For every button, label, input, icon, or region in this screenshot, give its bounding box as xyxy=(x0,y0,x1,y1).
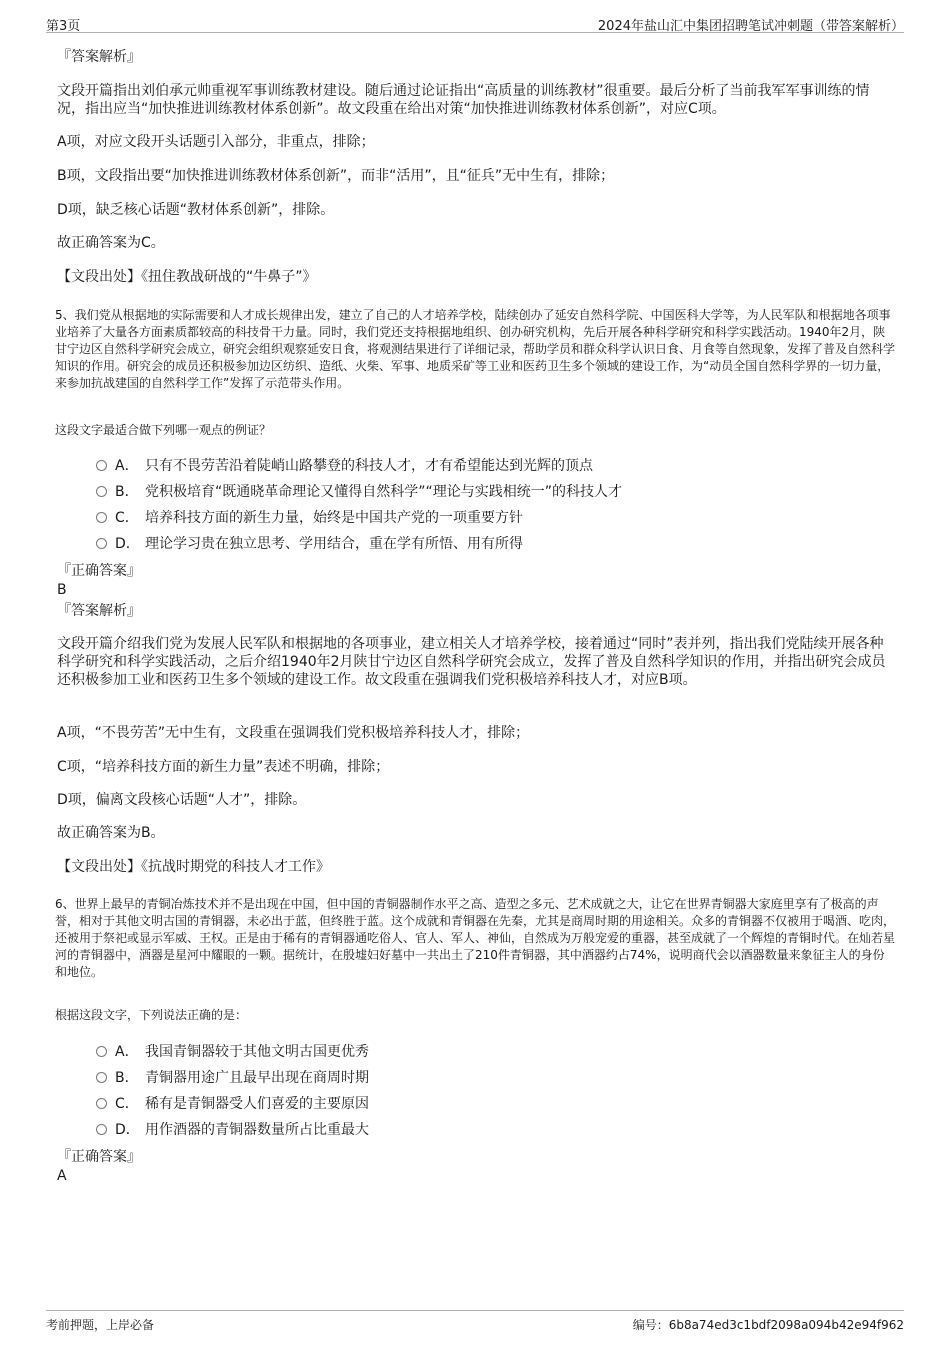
q5-question: 这段文字最适合做下列哪一观点的例证？ xyxy=(55,423,272,437)
q4-analysis-label: 『答案解析』 xyxy=(57,49,141,65)
radio-icon[interactable] xyxy=(96,1046,107,1057)
q5-answer: B xyxy=(57,582,67,598)
q5-note-d: D项，偏离文段核心话题“人才”，排除。 xyxy=(57,792,307,808)
footer-slogan: 考前押题，上岸必备 xyxy=(46,1318,155,1332)
q4-analysis-text: 文段开篇指出刘伯承元帅重视军事训练教材建设。随后通过论证指出“高质量的训练教材”很重要。最后分析了当前我军军事训练的情况，指出应当“加快推进训练教材体系创新”。故文段重在给出对策“加快推进训练教材体系创新”，对应C项。 xyxy=(57,83,870,117)
q5-option-b[interactable]: B． 党积极培育“既通晓革命理论又懂得自然科学”“理论与实践相统一”的科技人才 xyxy=(96,483,622,501)
q4-conclusion: 故正确答案为C。 xyxy=(57,235,165,251)
q6-question: 根据这段文字，下列说法正确的是： xyxy=(55,1008,248,1022)
q5-note-a: A项，“不畏劳苦”无中生有，文段重在强调我们党积极培养科技人才，排除； xyxy=(57,725,530,741)
q6-passage: 6、世界上最早的青铜冶炼技术并不是出现在中国，但中国的青铜器制作水平之高、造型之多元、艺术成就之大，让它在世界青铜器大家庭里享有了极高的声誉，相对于其他文明古国的青铜器，未必出于蓝，但终胜于蓝。这个成就和青铜器在先秦，尤其是商周时期的用途相关。众多的青铜器不仅被用于喝酒、吃肉，还被用于祭祀或显示军威、王权。正是由于稀有的青铜器通吃俗人、官人、军人、神仙，自然成为万般宠爱的重器，甚至成就了一个辉煌的青铜时代。在灿若星河的青铜器中，酒器是星河中耀眼的一颗。据统计，在殷墟妇好墓中一共出土了210件青铜器，其中酒器约占74%，说明商代会以酒器数量来象征主人的身份和地位。 xyxy=(55,897,896,979)
q6-option-b[interactable]: B． 青铜器用途广且最早出现在商周时期 xyxy=(96,1069,369,1087)
radio-icon[interactable] xyxy=(96,1098,107,1109)
radio-icon[interactable] xyxy=(96,1072,107,1083)
q5-answer-label: 『正确答案』 xyxy=(57,563,141,579)
q5-note-c: C项，“培养科技方面的新生力量”表述不明确，排除； xyxy=(57,759,390,775)
page-header xyxy=(46,12,904,33)
radio-icon[interactable] xyxy=(96,512,107,523)
radio-icon[interactable] xyxy=(96,460,107,471)
q4-note-a: A项，对应文段开头话题引入部分，非重点，排除； xyxy=(57,134,375,150)
radio-icon[interactable] xyxy=(96,486,107,497)
document-title: 2024年盐山汇中集团招聘笔试冲刺题（带答案解析） xyxy=(597,19,904,34)
q5-option-c[interactable]: C． 培养科技方面的新生力量，始终是中国共产党的一项重要方针 xyxy=(96,509,523,527)
q4-note-d: D项，缺乏核心话题“教材体系创新”，排除。 xyxy=(57,202,335,218)
q6-option-a[interactable]: A． 我国青铜器较于其他文明古国更优秀 xyxy=(96,1043,369,1061)
q5-option-d[interactable]: D． 理论学习贵在独立思考、学用结合，重在学有所悟、用有所得 xyxy=(96,535,523,553)
q6-option-c[interactable]: C． 稀有是青铜器受人们喜爱的主要原因 xyxy=(96,1095,369,1113)
q5-passage: 5、我们党从根据地的实际需要和人才成长规律出发，建立了自己的人才培养学校，陆续创办了延安自然科学院、中国医科大学等，为人民军队和根据地各项事业培养了大量各方面素质都较高的科技骨干力量。同时，我们党还支持根据地组织、创办研究机构，先后开展各种科学研究和科学实践活动。1940年2月，陕甘宁边区自然科学研究会成立，研究会组织观察延安日食，将观测结果进行了详细记录，帮助学员和群众科学认识日食、月食等自然现象，发挥了普及自然科学知识的作用。研究会的成员还积极参加边区纺织、造纸、火柴、军事、地质采矿等工业和医药卫生多个领域的建设工作，为“动员全国自然科学界的一切力量，来参加抗战建国的自然科学工作”发挥了示范带头作用。 xyxy=(55,308,896,390)
q6-answer-label: 『正确答案』 xyxy=(57,1149,141,1165)
q4-note-b: B项，文段指出要“加快推进训练教材体系创新”，而非“活用”，且“征兵”无中生有，排除； xyxy=(57,168,615,184)
radio-icon[interactable] xyxy=(96,538,107,549)
page-number: 第3页 xyxy=(46,19,81,34)
q5-conclusion: 故正确答案为B。 xyxy=(57,825,165,841)
q5-analysis-label: 『答案解析』 xyxy=(57,603,141,619)
radio-icon[interactable] xyxy=(96,1124,107,1135)
q4-source: 【文段出处】《扭住教战研战的“牛鼻子”》 xyxy=(57,269,317,285)
document-code: 编号：6b8a74ed3c1bdf2098a094b42e94f962 xyxy=(632,1318,904,1332)
q6-option-d[interactable]: D． 用作酒器的青铜器数量所占比重最大 xyxy=(96,1121,369,1139)
q6-answer: A xyxy=(57,1168,67,1184)
q5-option-a[interactable]: A． 只有不畏劳苦沿着陡峭山路攀登的科技人才，才有希望能达到光辉的顶点 xyxy=(96,457,593,475)
page-footer xyxy=(46,1310,904,1335)
q5-source: 【文段出处】《抗战时期党的科技人才工作》 xyxy=(57,859,330,875)
q5-analysis-text: 文段开篇介绍我们党为发展人民军队和根据地的各项事业，建立相关人才培养学校，接着通过“同时”表并列，指出我们党陆续开展各种科学研究和科学实践活动，之后介绍1940年2月陕甘宁边区自然科学研究会成立，发挥了普及自然科学知识的作用，并指出研究会成员还积极参加工业和医药卫生多个领域的建设工作。故文段重在强调我们党积极培养科技人才，对应B项。 xyxy=(57,636,886,688)
